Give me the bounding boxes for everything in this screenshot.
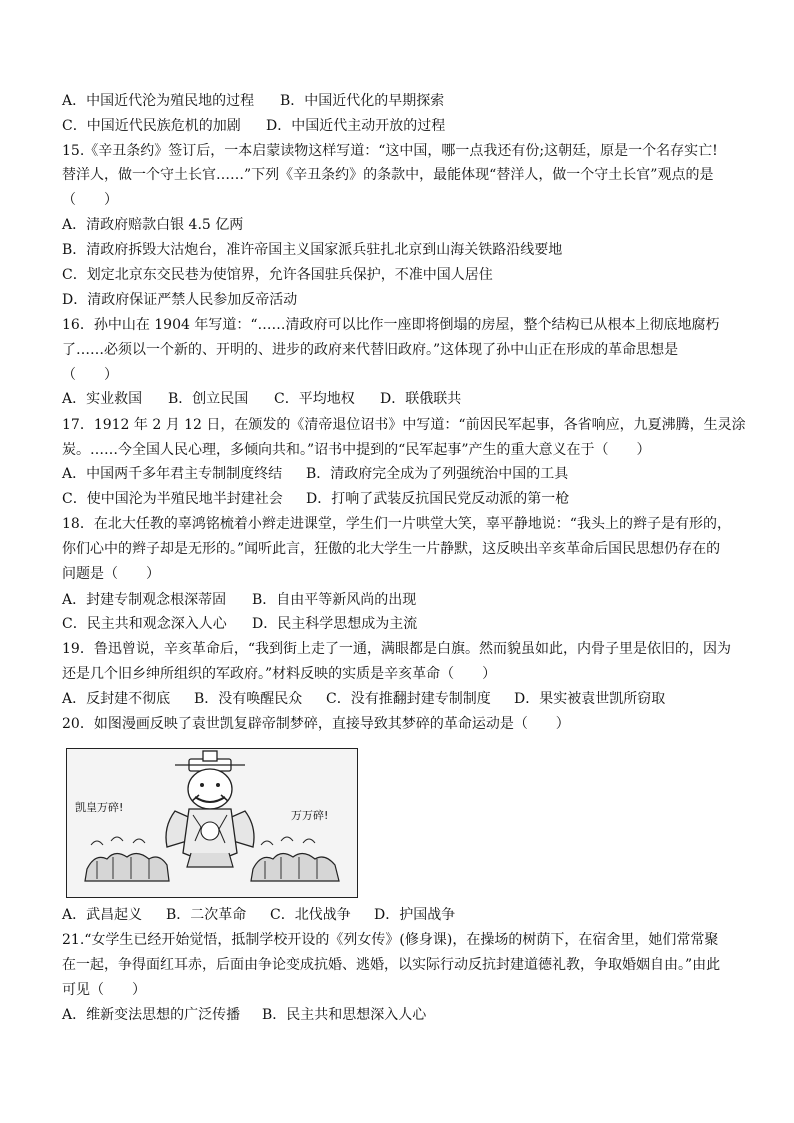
- q20-option-d[interactable]: D．护国战争: [374, 907, 456, 923]
- q18-option-b[interactable]: B．自由平等新风尚的出现: [252, 592, 417, 608]
- cartoon-right-caption: 万万碎!: [291, 809, 329, 822]
- q15-option-c[interactable]: C．划定北京东交民巷为使馆界，允许各国驻兵保护，不准中国人居住: [62, 267, 493, 283]
- q21-option-b[interactable]: B．民主共和思想深入人心: [262, 1007, 427, 1023]
- q15-option-a[interactable]: A．清政府赔款白银 4.5 亿两: [62, 217, 244, 233]
- q18-stem-line-2: 你们心中的辫子却是无形的。”闻听此言，狂傲的北大学生一片静默，这反映出辛亥革命后国民思想仍存在的: [62, 541, 721, 557]
- yuan-shikai-cartoon: [66, 748, 358, 898]
- q21-stem-line-2: 在一起，争得面红耳赤，后面由争论变成抗婚、逃婚，以实际行动反抗封建道德礼教，争取婚姻自由。”由此: [62, 957, 721, 973]
- q18-option-a[interactable]: A．封建专制观念根深蒂固: [62, 592, 227, 608]
- q16-stem-line-1: 16．孙中山在 1904 年写道：“……清政府可以比作一座即将倒塌的房屋，整个结构已从根本上彻底地腐朽: [62, 317, 720, 333]
- right-kneeling-officials: [251, 837, 339, 881]
- q19-option-a[interactable]: A．反封建不彻底: [62, 691, 171, 707]
- q19-options: [62, 690, 665, 708]
- q19-stem-line-2: 还是几个旧乡绅所组织的军政府。”材料反映的实质是辛亥革命（ ）: [62, 666, 497, 682]
- q14-option-d[interactable]: D．中国近代主动开放的过程: [266, 118, 446, 134]
- q18-option-d[interactable]: D．民主科学思想成为主流: [252, 616, 418, 632]
- yuan-shikai-head: [188, 769, 232, 809]
- q14-option-a[interactable]: A．中国近代沦为殖民地的过程: [62, 93, 255, 109]
- q15-answer-blank: （ ）: [62, 192, 118, 208]
- q19-option-d[interactable]: D．果实被袁世凯所窃取: [514, 691, 666, 707]
- q20-option-c[interactable]: C．北伐战争: [270, 907, 351, 923]
- left-kneeling-officials: [85, 837, 169, 881]
- q17-option-c[interactable]: C．使中国沦为半殖民地半封建社会: [62, 491, 283, 507]
- broken-robe: [166, 809, 254, 867]
- q21-stem-line-3: 可见（ ）: [62, 982, 146, 998]
- q18-option-row-2: [62, 615, 417, 633]
- q14-option-row-1: [62, 92, 444, 110]
- q15-option-d[interactable]: D．清政府保证严禁人民参加反帝活动: [62, 292, 298, 308]
- q17-option-d[interactable]: D．打响了武装反抗国民党反动派的第一枪: [306, 491, 570, 507]
- q17-option-b[interactable]: B．清政府完全成为了列强统治中国的工具: [306, 466, 569, 482]
- q18-option-row-1: [62, 591, 416, 609]
- q17-option-a[interactable]: A．中国两千多年君主专制制度终结: [62, 466, 283, 482]
- q20-stem-line-1: 20．如图漫画反映了袁世凯复辟帝制梦碎，直接导致其梦碎的革命运动是（ ）: [62, 716, 570, 732]
- q18-option-c[interactable]: C．民主共和观念深入人心: [62, 616, 227, 632]
- q14-option-b[interactable]: B．中国近代化的早期探索: [280, 93, 445, 109]
- q16-option-d[interactable]: D．联俄联共: [380, 391, 462, 407]
- q20-options: [62, 906, 455, 924]
- q17-option-row-2: [62, 490, 569, 508]
- q14-option-c[interactable]: C．中国近代民族危机的加剧: [62, 118, 241, 134]
- q16-answer-blank: （ ）: [62, 367, 118, 383]
- q15-stem-line-2: 替洋人，做一个守土长官……”下列《辛丑条约》的条款中，最能体现“替洋人，做一个守土长官”观点的是: [62, 167, 714, 183]
- q21-stem-line-1: 21.“女学生已经开始觉悟，抵制学校开设的《列女传》(修身课)，在操场的树荫下，在宿舍里，她们常常聚: [62, 932, 719, 948]
- q17-stem-line-2: 炭。……今全国人民心理，多倾向共和。”诏书中提到的“民军起事”产生的重大意义在于（ ）: [62, 442, 651, 458]
- emperor-hat: [175, 751, 245, 771]
- q19-stem-line-1: 19．鲁迅曾说，辛亥革命后，“我到街上走了一通，满眼都是白旗。然而貌虽如此，内骨子里是依旧的，因为: [62, 641, 731, 657]
- q21-option-row-1: [62, 1006, 426, 1024]
- cartoon-left-caption: 凯皇万碎!: [75, 801, 124, 814]
- q20-option-a[interactable]: A．武昌起义: [62, 907, 143, 923]
- q14-option-row-2: [62, 117, 445, 135]
- q21-option-a[interactable]: A．维新变法思想的广泛传播: [62, 1007, 241, 1023]
- q19-option-b[interactable]: B．没有唤醒民众: [194, 691, 303, 707]
- q17-stem-line-1: 17．1912 年 2 月 12 日，在颁发的《清帝退位诏书》中写道：“前因民军起事，各省响应，九夏沸腾，生灵涂: [62, 417, 746, 433]
- q19-option-c[interactable]: C．没有推翻封建专制制度: [326, 691, 491, 707]
- q16-option-c[interactable]: C．平均地权: [274, 391, 355, 407]
- q18-stem-line-3: 问题是（ ）: [62, 566, 160, 582]
- q20-option-b[interactable]: B．二次革命: [166, 907, 247, 923]
- q17-option-row-1: [62, 465, 568, 483]
- q16-options: [62, 390, 461, 408]
- q15-option-b[interactable]: B．清政府拆毁大沽炮台，准许帝国主义国家派兵驻扎北京到山海关铁路沿线要地: [62, 242, 563, 258]
- q18-stem-line-1: 18．在北大任教的辜鸿铭梳着小辫走进课堂，学生们一片哄堂大笑，辜平静地说：“我头上的辫子是有形的，: [62, 516, 731, 532]
- q15-stem-line-1: 15.《辛丑条约》签订后，一本启蒙读物这样写道：“这中国，哪一点我还有份;这朝廷，原是一个名存实亡!: [62, 143, 718, 159]
- cartoon-drawing: [67, 749, 357, 897]
- q16-option-a[interactable]: A．实业救国: [62, 391, 143, 407]
- q16-option-b[interactable]: B．创立民国: [168, 391, 249, 407]
- q16-stem-line-2: 了……必须以一个新的、开明的、进步的政府来代替旧政府。”这体现了孙中山正在形成的革命思想是: [62, 342, 679, 358]
